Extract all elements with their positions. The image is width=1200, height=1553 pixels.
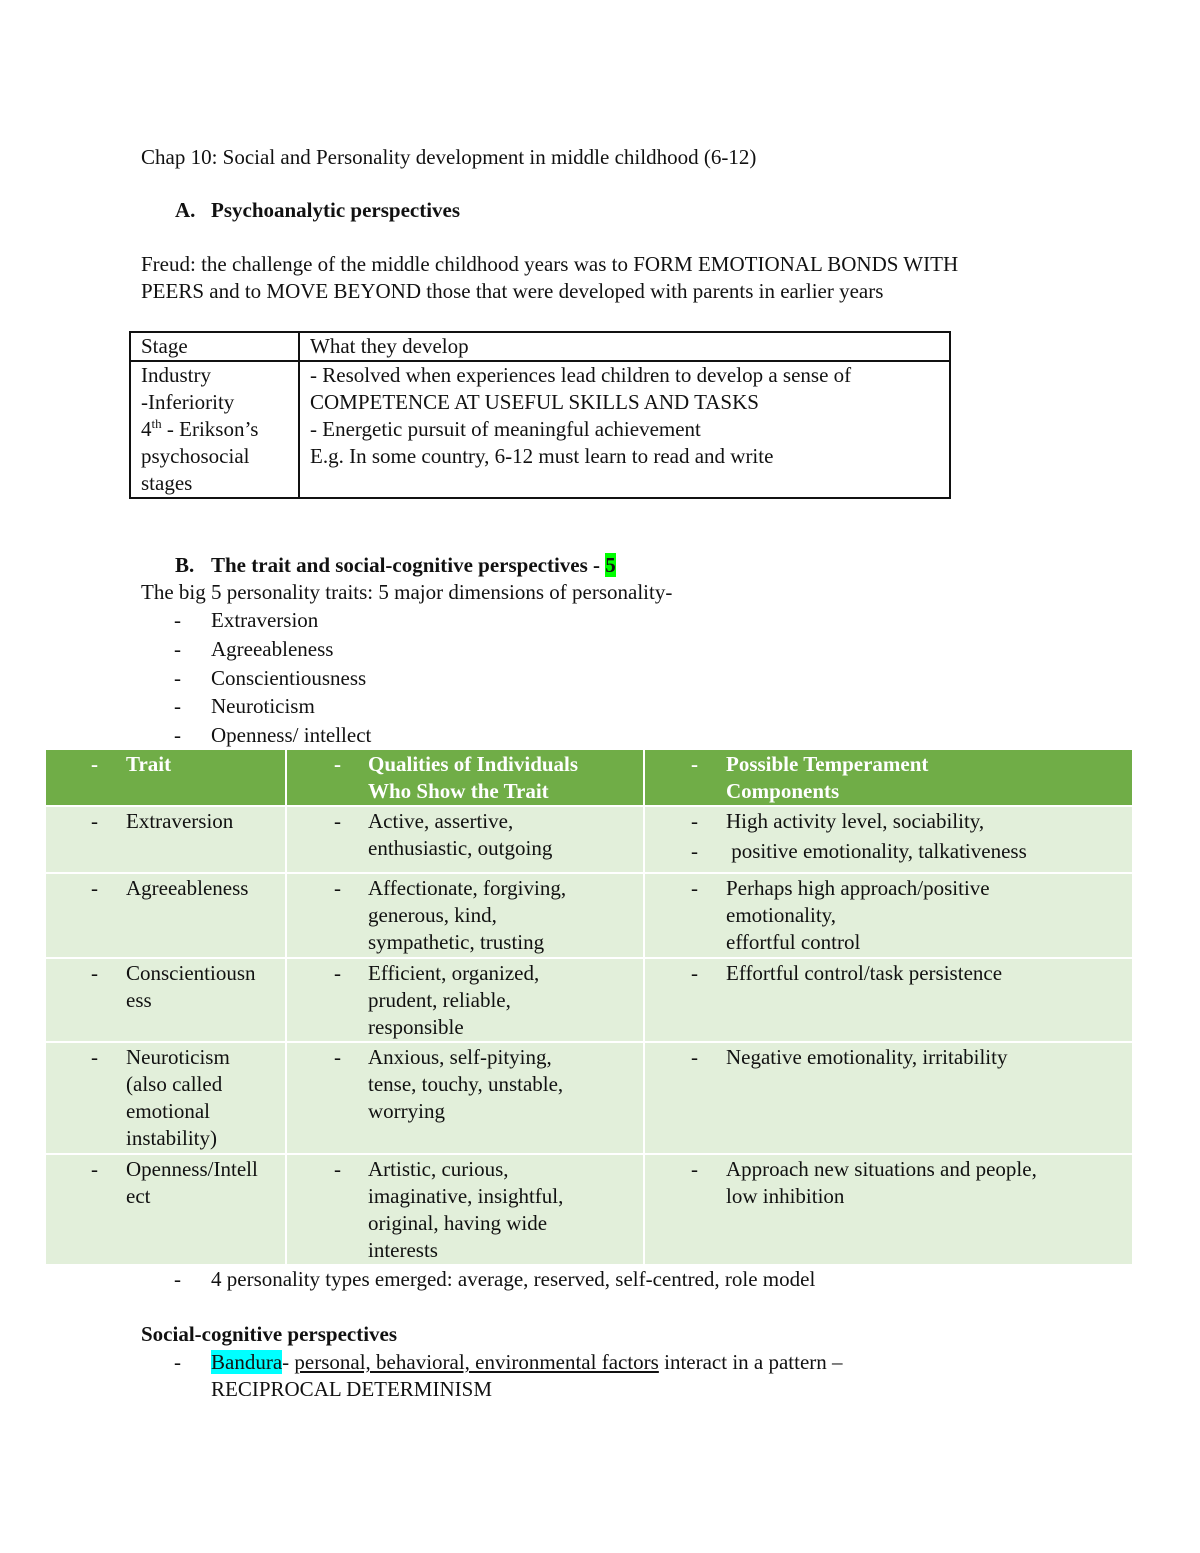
- qualities-line: Artistic, curious,: [368, 1157, 509, 1181]
- qualities-cell: [286, 806, 644, 873]
- erikson-table: [129, 331, 951, 499]
- stage-line: -Inferiority: [141, 390, 235, 414]
- highlight-five: 5: [605, 553, 616, 577]
- qualities-cell: [286, 958, 644, 1042]
- qualities-line: Active, assertive,: [368, 809, 514, 833]
- trait-name: Agreeableness: [126, 876, 249, 900]
- dash-bullet: -: [91, 961, 98, 985]
- stage-cell: [130, 361, 299, 498]
- social-cognitive-title: Social-cognitive perspectives: [141, 1322, 398, 1346]
- dash-bullet: -: [91, 1045, 98, 1069]
- trait-label: Neuroticism: [211, 694, 315, 718]
- qualities-cell: [286, 1154, 644, 1265]
- dash-bullet: -: [174, 637, 181, 661]
- section-b-title: The trait and social-cognitive perspectives: [211, 553, 588, 577]
- factors-underlined: personal, behavioral, environmental factors: [294, 1350, 659, 1374]
- stage-line: [141, 416, 298, 443]
- dash-bullet: -: [334, 1157, 341, 1181]
- section-b-letter: B.: [175, 553, 195, 577]
- dash-bullet: -: [691, 1045, 698, 1069]
- header-temperament-line: Possible Temperament: [726, 752, 929, 776]
- stage-line: psychosocial: [141, 444, 250, 468]
- header-stage: Stage: [130, 332, 299, 361]
- trait-name: Conscientiousn: [126, 961, 256, 985]
- dash-bullet: -: [174, 1350, 181, 1374]
- dash-bullet: -: [691, 1157, 698, 1181]
- section-a-letter: A.: [175, 198, 196, 222]
- trait-label: Conscientiousness: [211, 666, 367, 690]
- stage-number: 4: [141, 417, 152, 441]
- qualities-line: Affectionate, forgiving,: [368, 876, 567, 900]
- big-five-row: [46, 873, 1132, 958]
- header-trait-label: Trait: [126, 752, 172, 776]
- big-five-intro: The big 5 personality traits: 5 major dimensions of personality-: [141, 580, 673, 604]
- dash-bullet: -: [91, 1157, 98, 1181]
- qualities-line: worrying: [368, 1099, 445, 1123]
- dash-bullet: -: [334, 961, 341, 985]
- qualities-line: enthusiastic, outgoing: [368, 836, 553, 860]
- temperament-line: low inhibition: [726, 1184, 845, 1208]
- bandura-highlight: Bandura: [211, 1350, 283, 1374]
- dash-bullet: -: [334, 809, 341, 833]
- dash-bullet: -: [174, 694, 181, 718]
- stage-ordinal-suffix: th: [151, 416, 162, 431]
- dash-bullet: -: [334, 876, 341, 900]
- bandura-separator: -: [282, 1350, 295, 1374]
- dash-bullet: -: [691, 752, 698, 776]
- trait-name: ess: [126, 988, 152, 1012]
- erikson-body-row: [130, 361, 950, 498]
- stage-line: stages: [141, 471, 193, 495]
- freud-line-2: PEERS and to MOVE BEYOND those that were developed with parents in earlier years: [141, 279, 884, 303]
- trait-name: (also called: [126, 1072, 223, 1096]
- qualities-cell: [286, 1042, 644, 1154]
- big-five-header-row: [46, 750, 1132, 806]
- trait-name: Extraversion: [126, 809, 234, 833]
- trait-label: Agreeableness: [211, 637, 334, 661]
- header-temperament-line: Components: [726, 779, 840, 803]
- temperament-cell: [644, 873, 1132, 958]
- develop-line: - Energetic pursuit of meaningful achievement: [310, 417, 701, 441]
- trait-cell: [46, 806, 286, 873]
- trait-name: emotional: [126, 1099, 210, 1123]
- trait-cell: [46, 958, 286, 1042]
- develop-line: E.g. In some country, 6-12 must learn to read and write: [310, 444, 774, 468]
- temperament-line: High activity level, sociability,: [726, 809, 985, 833]
- temperament-line: Perhaps high approach/positive: [726, 876, 990, 900]
- header-trait: [46, 750, 286, 806]
- big-five-row: [46, 806, 1132, 873]
- section-a-title: Psychoanalytic perspectives: [211, 198, 461, 222]
- dash-bullet: -: [334, 1045, 341, 1069]
- temperament-line: Effortful control/task persistence: [726, 961, 1003, 985]
- header-qualities-line: Who Show the Trait: [368, 779, 549, 803]
- temperament-line: positive emotionality, talkativeness: [726, 839, 1027, 863]
- dash-bullet: -: [174, 1267, 181, 1291]
- temperament-cell: [644, 1154, 1132, 1265]
- stage-line: Industry: [141, 363, 211, 387]
- temperament-cell: [644, 1042, 1132, 1154]
- trait-name: Neuroticism: [126, 1045, 230, 1069]
- stage-erikson: - Erikson’s: [161, 417, 259, 441]
- qualities-line: responsible: [368, 1015, 464, 1039]
- big-five-table: [46, 750, 1132, 1266]
- big-five-row: [46, 1154, 1132, 1265]
- qualities-line: imaginative, insightful,: [368, 1184, 564, 1208]
- dash-bullet: -: [691, 876, 698, 900]
- dash-bullet: -: [174, 608, 181, 632]
- section-b-separator: -: [587, 553, 606, 577]
- dash-bullet: -: [691, 961, 698, 985]
- temperament-cell: [644, 806, 1132, 873]
- temperament-cell: [644, 958, 1132, 1042]
- temperament-line: effortful control: [726, 930, 861, 954]
- trait-name: instability): [126, 1126, 217, 1150]
- temperament-line: Approach new situations and people,: [726, 1157, 1037, 1181]
- page-title: Chap 10: Social and Personality development in middle childhood (6-12): [141, 145, 757, 169]
- temperament-line: emotionality,: [726, 903, 837, 927]
- bandura-rest: interact in a pattern –: [658, 1350, 843, 1374]
- dash-bullet: -: [691, 839, 698, 863]
- dash-bullet: -: [334, 752, 341, 776]
- qualities-line: generous, kind,: [368, 903, 497, 927]
- dash-bullet: -: [91, 809, 98, 833]
- qualities-line: tense, touchy, unstable,: [368, 1072, 564, 1096]
- qualities-line: original, having wide: [368, 1211, 548, 1235]
- trait-cell: [46, 1154, 286, 1265]
- dash-bullet: -: [91, 876, 98, 900]
- section-b-heading: [211, 552, 616, 579]
- big-five-row: [46, 1042, 1132, 1154]
- qualities-cell: [286, 873, 644, 958]
- qualities-line: Anxious, self-pitying,: [368, 1045, 552, 1069]
- big-five-row: [46, 958, 1132, 1042]
- dash-bullet: -: [174, 723, 181, 747]
- dash-bullet: -: [691, 809, 698, 833]
- trait-cell: [46, 1042, 286, 1154]
- develop-line: - Resolved when experiences lead children to develop a sense of: [310, 363, 852, 387]
- header-qualities-line: Qualities of Individuals: [368, 752, 579, 776]
- temperament-line: Negative emotionality, irritability: [726, 1045, 1008, 1069]
- personality-types-text: 4 personality types emerged: average, reserved, self-centred, role model: [211, 1267, 816, 1291]
- header-develop: What they develop: [299, 332, 950, 361]
- qualities-line: Efficient, organized,: [368, 961, 540, 985]
- freud-line-1: Freud: the challenge of the middle childhood years was to FORM EMOTIONAL BONDS WITH: [141, 252, 959, 276]
- dash-bullet: -: [91, 752, 98, 776]
- trait-label: Extraversion: [211, 608, 319, 632]
- develop-cell: [299, 361, 950, 498]
- qualities-line: interests: [368, 1238, 438, 1262]
- bandura-line: [211, 1349, 843, 1376]
- qualities-line: sympathetic, trusting: [368, 930, 545, 954]
- develop-line: COMPETENCE AT USEFUL SKILLS AND TASKS: [310, 390, 759, 414]
- header-temperament: [644, 750, 1132, 806]
- header-qualities: [286, 750, 644, 806]
- qualities-line: prudent, reliable,: [368, 988, 511, 1012]
- reciprocal-determinism: RECIPROCAL DETERMINISM: [211, 1377, 492, 1401]
- trait-cell: [46, 873, 286, 958]
- dash-bullet: -: [174, 666, 181, 690]
- trait-label: Openness/ intellect: [211, 723, 372, 747]
- trait-name: ect: [126, 1184, 151, 1208]
- trait-name: Openness/Intell: [126, 1157, 258, 1181]
- erikson-header-row: [130, 332, 950, 361]
